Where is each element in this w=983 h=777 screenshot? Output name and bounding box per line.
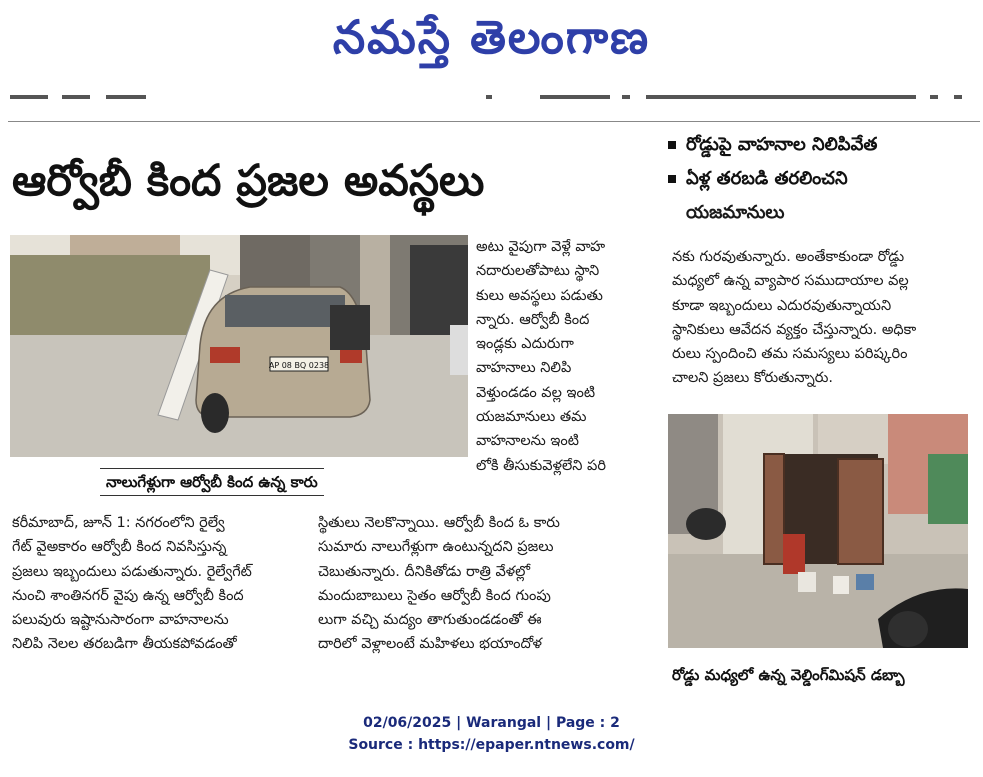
bullet-text-continued: యజమానులు [686, 202, 785, 223]
article-line: వాహనాలను ఇంటి [476, 433, 579, 450]
article-line: నదారులతోపాటు స్థాని [476, 263, 600, 280]
bullet-item [668, 166, 978, 192]
bullet-item [668, 132, 978, 158]
article-column-right [672, 245, 972, 391]
welding-box-photo [668, 414, 968, 648]
article-line: చెబుతున్నారు. దీనికితోడు రాత్రి వేళల్లో [318, 563, 531, 580]
article-line: నకు గురవుతున్నారు. అంతేకాకుండా రోడ్డు [672, 249, 905, 265]
photo1-caption: నాలుగేళ్లుగా ఆర్వోబీ కింద ఉన్న కారు [100, 468, 324, 496]
article-line: కూడా ఇబ్బందులు ఎదురవుతున్నాయని [672, 297, 892, 314]
article-line: పలువురు ఇష్టానుసారంగా వాహనాలను [12, 612, 229, 629]
article-line: యజమానులు తమ [476, 409, 587, 426]
article-column-middle [476, 235, 648, 478]
article-line: న్నారు. ఆర్వోబీ కింద [476, 311, 590, 328]
bullet-square-icon [668, 175, 676, 183]
article-line: చాలని ప్రజలు కోరుతున్నారు. [672, 370, 834, 387]
article-line: ప్రజలు ఇబ్బందులు పడుతున్నారు. రైల్వేగేట్ [12, 563, 252, 580]
article-line: మందుబాబులు సైతం ఆర్వోబీ కింద గుంపు [318, 587, 551, 604]
article-headline: ఆర్వోబీ కింద ప్రజల అవస్థలు [12, 156, 485, 206]
article-line: నిలిపి నెలల తరబడిగా తీయకపోవడంతో [12, 636, 237, 653]
article-line: స్థానికులు ఆవేదన వ్యక్తం చేస్తున్నారు. అధికా [672, 321, 917, 338]
bullet-square-icon [668, 141, 676, 149]
article-line: లోకి తీసుకువెళ్లలేని పరి [476, 457, 606, 474]
newspaper-masthead: నమస్తే తెలంగాణ [332, 10, 651, 64]
top-divider [8, 121, 980, 122]
clipped-text-strip [10, 93, 970, 101]
article-line: దారిలో వెళ్లాలంటే మహిళలు భయాందోళ [318, 636, 542, 653]
photo2-caption: రోడ్డు మధ్యలో ఉన్న వెల్డింగ్‌మిషన్ డబ్బా [672, 666, 905, 684]
article-line: మధ్యలో ఉన్న వ్యాపార సముదాయాల వల్ల [672, 273, 909, 290]
article-line: రులు స్పందించి తమ సమస్యలు పరిష్కరిం [672, 346, 908, 363]
article-line: కరీమాబాద్, జూన్ 1: నగరంలోని రైల్వే [12, 515, 225, 531]
highlight-bullets [668, 132, 978, 226]
edition-info: 02/06/2025 | Warangal | Page : 2 [363, 715, 620, 731]
article-line: వాహనాలు నిలిపి [476, 360, 572, 377]
bullet-text: రోడ్డుపై వాహనాల నిలిపివేత [686, 134, 878, 155]
article-line: అటు వైపుగా వెళ్లే వాహ [476, 239, 606, 255]
article-line: సుమారు నాలుగేళ్లుగా ఉంటున్నదని ప్రజలు [318, 539, 554, 556]
article-line: గేట్ వైఅకారం ఆర్వోబీ కింద నివసిస్తున్న [12, 539, 227, 556]
page-footer [0, 712, 983, 756]
license-plate-text: AP 08 BQ 0238 [268, 361, 330, 370]
article-line: లుగా వచ్చి మద్యం తాగుతుండడంతో ఈ [318, 612, 542, 629]
article-line: స్థితులు నెలకొన్నాయి. ఆర్వోబీ కింద ఓ కారు [318, 515, 560, 531]
article-line: నుంచి శాంతినగర్ వైపు ఉన్న ఆర్వోబీ కింద [12, 587, 244, 604]
article-line: వెళ్తుండడం వల్ల ఇంటి [476, 384, 596, 401]
car-under-rob-photo [10, 235, 468, 457]
source-link[interactable]: Source : https://epaper.ntnews.com/ [348, 737, 635, 753]
article-line: ఇండ్లకు ఎదురుగా [476, 336, 574, 353]
bullet-text: ఏళ్ల తరబడి తరలించని [686, 168, 848, 189]
article-column-middle-lower [318, 511, 648, 657]
article-line: కులు అవస్థలు పడుతు [476, 287, 603, 304]
